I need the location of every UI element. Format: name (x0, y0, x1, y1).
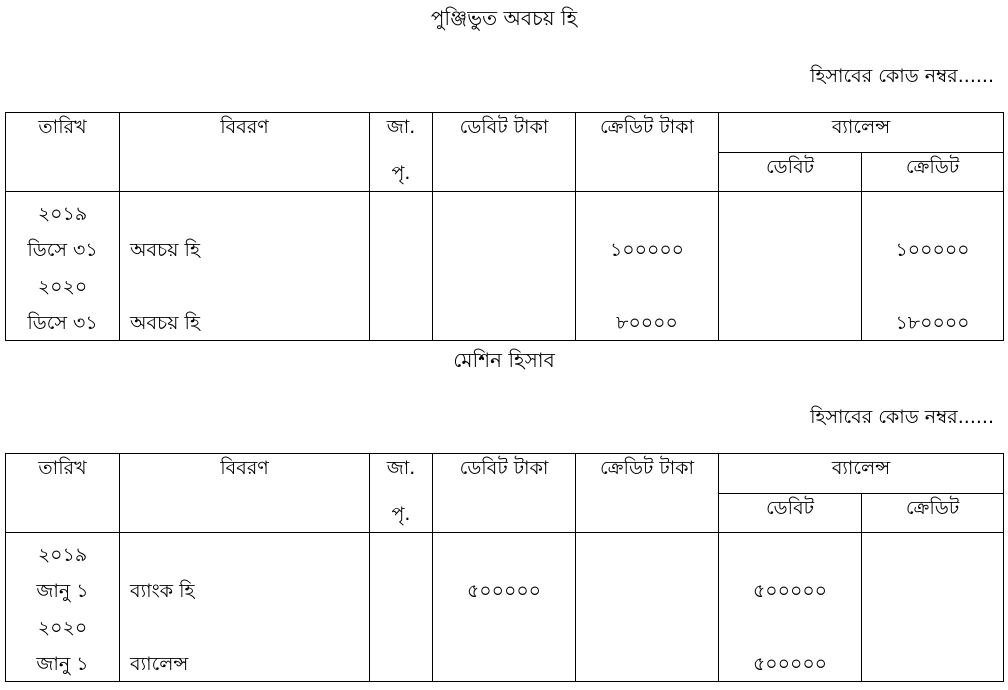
header-balance-debit: ডেবিট (719, 494, 862, 533)
ledger1-account-code: হিসাবের কোড নম্বর...... (810, 65, 994, 87)
date-cell: ডিসে ৩১ (27, 239, 98, 261)
header-credit-amount: ক্রেডিট টাকা (576, 113, 719, 192)
header-debit-amount: ডেবিট টাকা (433, 454, 576, 533)
credit-cell: ৮০০০০ (616, 312, 678, 334)
balance-debit-column (719, 192, 862, 341)
ledger2-title: মেশিন হিসাব (453, 348, 555, 372)
ledger2-table (5, 453, 1004, 682)
ledger1-table (5, 112, 1004, 341)
journal-page-column (370, 533, 433, 682)
description-column (120, 533, 370, 682)
date-cell: ২০২০ (37, 617, 88, 639)
header-credit-amount: ক্রেডিট টাকা (576, 454, 719, 533)
balance-debit-cell: ৫০০০০০ (752, 653, 828, 675)
header-date: তারিখ (6, 454, 120, 533)
debit-column (433, 192, 576, 341)
date-cell: ২০১৯ (37, 203, 88, 225)
header-journal-page (370, 113, 433, 192)
balance-debit-column (719, 533, 862, 682)
date-cell: ২০১৯ (37, 544, 88, 566)
header-jp-bottom: পৃ. (391, 162, 411, 184)
debit-cell: ৫০০০০০ (466, 580, 542, 602)
header-balance-credit: ক্রেডিট (862, 153, 1004, 192)
balance-credit-cell: ১৮০০০০ (895, 312, 970, 334)
description-cell: ব্যাংক হি (130, 580, 195, 602)
header-jp-bottom: পৃ. (391, 503, 411, 525)
balance-credit-column (862, 192, 1004, 341)
date-cell: ২০২০ (37, 276, 88, 298)
header-jp-top: জা. (386, 116, 416, 138)
header-debit-amount: ডেবিট টাকা (433, 113, 576, 192)
description-cell: অবচয় হি (130, 239, 200, 261)
credit-column (576, 533, 719, 682)
header-balance: ব্যালেন্স (719, 454, 1004, 494)
date-column (6, 533, 120, 682)
header-balance-debit: ডেবিট (719, 153, 862, 192)
credit-cell: ১০০০০০ (609, 239, 685, 261)
date-cell: জানু ১ (36, 653, 89, 675)
debit-column (433, 533, 576, 682)
header-jp-top: জা. (386, 457, 416, 479)
date-cell: জানু ১ (36, 580, 89, 602)
balance-credit-column (862, 533, 1004, 682)
balance-credit-cell: ১০০০০০ (895, 239, 970, 261)
date-cell: ডিসে ৩১ (27, 312, 98, 334)
ledger1-title: পুঞ্জিভুত অবচয় হি (430, 6, 578, 30)
balance-debit-cell: ৫০০০০০ (752, 580, 828, 602)
header-description: বিবরণ (120, 454, 370, 533)
header-description: বিবরণ (120, 113, 370, 192)
description-cell: অবচয় হি (130, 312, 200, 334)
description-column (120, 192, 370, 341)
credit-column (576, 192, 719, 341)
description-cell: ব্যালেন্স (130, 653, 189, 675)
header-balance: ব্যালেন্স (719, 113, 1004, 153)
journal-page-column (370, 192, 433, 341)
header-balance-credit: ক্রেডিট (862, 494, 1004, 533)
header-journal-page (370, 454, 433, 533)
date-column (6, 192, 120, 341)
ledger2-account-code: হিসাবের কোড নম্বর...... (810, 406, 994, 428)
header-date: তারিখ (6, 113, 120, 192)
